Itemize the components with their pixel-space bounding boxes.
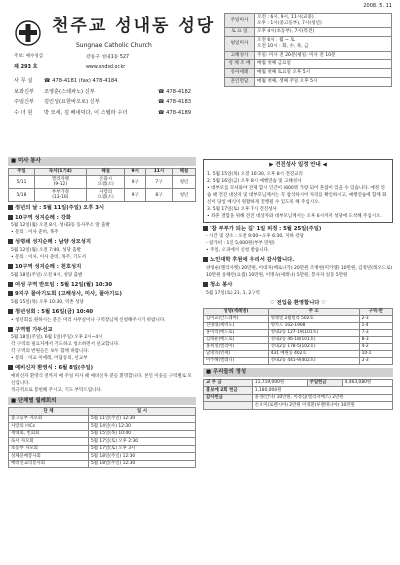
confirmation-notice-box bbox=[203, 159, 393, 223]
offerings-heading: ■ 우리들의 정성 bbox=[203, 368, 393, 377]
mass-service-table bbox=[8, 168, 196, 203]
clergy-row bbox=[14, 87, 220, 98]
offerings-table bbox=[203, 379, 393, 410]
schedule-row bbox=[225, 14, 392, 28]
meeting-row bbox=[9, 415, 196, 423]
newcomer-cell: 2-3 bbox=[359, 357, 392, 364]
newcomer-cell: 김미교(안드레아) bbox=[204, 316, 269, 323]
notice-bullet-icon bbox=[8, 282, 13, 287]
notice-line: 5월 18일(주일) 오전 9시, 성당 출발 bbox=[11, 272, 83, 278]
clergy-tel: ☎ 478-4183 bbox=[158, 99, 192, 105]
confirmation-line: 2. 5월 16일(금) 오후 8시 예행연습 및 고해성사 bbox=[207, 178, 302, 184]
schedule-value: 오전 : 6시, 9시, 11시(교중) 오후 : 1시(중고등부), 7시(청년) bbox=[255, 14, 392, 28]
meeting-cell: 재대회, 빈회회 bbox=[9, 430, 89, 438]
meeting-cell: 5월 14일(수) 12:30 bbox=[89, 423, 196, 431]
schedule-row bbox=[225, 37, 392, 51]
newcomer-cell: 홍미의(베드로) bbox=[204, 330, 269, 337]
newcomer-row bbox=[204, 343, 393, 350]
meeting-row bbox=[9, 460, 196, 468]
schedule-row bbox=[225, 69, 392, 78]
offering-label: 감사헌금 bbox=[204, 394, 253, 402]
meeting-row bbox=[9, 438, 196, 446]
newcomer-cell: 2-3 bbox=[359, 316, 392, 323]
clergy-row bbox=[14, 97, 220, 108]
notice-bullet-icon bbox=[203, 226, 208, 231]
mass-cell: 청년 bbox=[172, 176, 195, 189]
meeting-header: 일 시 bbox=[89, 408, 196, 416]
newcomer-cell: 남명의(빈세) bbox=[204, 350, 269, 357]
clergy-contacts bbox=[14, 76, 220, 118]
schedule-key: 유아세례 bbox=[225, 69, 255, 78]
newcomer-header: 구역-반 bbox=[359, 309, 392, 316]
notice-title: 청소 봉사 bbox=[210, 281, 233, 288]
clergy-tel: ☎ 478-4182 bbox=[158, 88, 192, 95]
right-column bbox=[203, 157, 393, 410]
notice-bullet-icon bbox=[8, 264, 13, 269]
issue-date: 2008. 5. 11 bbox=[363, 3, 392, 9]
meeting-row bbox=[9, 423, 196, 431]
newcomer-cell: 4-2 bbox=[359, 343, 392, 350]
patron-label: 주보: 예수성심 bbox=[14, 54, 44, 59]
notice-heading bbox=[8, 205, 196, 212]
newcomers-heading: ♡ 전입을 환영합니다 ♡ bbox=[270, 299, 326, 306]
notice-line: 예비신자 환영식 전까지 매 주일 미사 때 예비신자 분들 환영합니다. 본인 이웃들 구역별로 모신입니다. bbox=[11, 373, 192, 386]
mass-cell: 9구 bbox=[125, 176, 146, 189]
offering-label bbox=[204, 402, 253, 410]
mass-cell: 8구 bbox=[146, 189, 173, 202]
schedule-value: 매월 첫째 토요일 오후 5시 bbox=[255, 69, 392, 78]
offering-value: 윤경(안나) 10만원, 이경심(엘리자베스) 2만원 bbox=[252, 394, 392, 402]
notice-item bbox=[8, 291, 196, 306]
notice-title: 10구역 성지순례 : 강화 bbox=[15, 214, 71, 221]
newcomer-cell: 10-1 bbox=[359, 350, 392, 357]
notice-title: 여성 구역 반모임 : 5월 12일(월) 10:30 bbox=[15, 281, 113, 288]
meeting-cell: 5월 11일(주일) 12:30 bbox=[89, 415, 196, 423]
notice-line: 양성순(엘리사벳) 20만원, 이대자(베로니카) 20만원 조병현(미카엘) 10만원, 김정빈(레오드로) 10만원 송해런(요셉) 10만원, 이명숙(세레나) 5만원, 봉사자 일동 5만원 bbox=[206, 265, 393, 278]
offering-row bbox=[204, 387, 393, 395]
newcomer-cell: 성내2동 46-18(101호) bbox=[268, 337, 359, 344]
clergy-role: 수 녀 원 bbox=[14, 109, 33, 116]
offering-cell: 11,719,000원 bbox=[252, 379, 307, 387]
notice-line: - 참가비 : 1인 5,000원(부부 만원) bbox=[206, 241, 275, 247]
notice-heading bbox=[8, 282, 196, 289]
office-label: 사 무 실 bbox=[14, 78, 33, 84]
newcomer-cell: 명카드 102-1908 bbox=[268, 323, 359, 330]
notice-item bbox=[8, 215, 196, 237]
meeting-cell: 5월 17일(토) 오후 3시 bbox=[89, 445, 196, 453]
mass-row bbox=[9, 176, 196, 189]
confirmation-line: 3. 5월 17일(토) 오후 7시 견진성사 bbox=[207, 206, 277, 212]
newcomer-cell: 명레빌 2월빌라 502호 bbox=[268, 316, 359, 323]
notice-heading bbox=[8, 291, 196, 298]
notice-item bbox=[8, 327, 196, 363]
confirmation-line: • 대부모를 모셔와야 견제 합시 인간이 (600명 가량 되어 혼잡이 있을 수 있습니다. 예정 연습 때 견진 대상자 및 대부모님께서는 꼭 참석하시어 자리를 확인하시고, 예행연습에 함께 화신이 당일 예식이 원활하게 진행될 수 있도록 해 주십시오. bbox=[207, 185, 387, 205]
newcomer-cell: 성내2동 441-9(402호) bbox=[268, 357, 359, 364]
schedule-key: 혼인면담 bbox=[225, 77, 255, 86]
newcomers-table bbox=[203, 308, 393, 365]
schedule-row bbox=[225, 28, 392, 37]
notice-item bbox=[8, 264, 196, 279]
newcomer-cell: 홍희정(엘리아) bbox=[204, 343, 269, 350]
schedule-value: 매월 첫째 금요일 bbox=[255, 60, 392, 69]
newcomer-row bbox=[204, 350, 393, 357]
mass-cell: 손화시 요셉(소) bbox=[86, 176, 125, 189]
notice-item bbox=[8, 282, 196, 289]
notice-heading bbox=[8, 215, 196, 222]
mass-header: 해설 bbox=[86, 168, 125, 176]
notice-item bbox=[8, 205, 196, 212]
notice-item bbox=[8, 365, 196, 394]
group-meetings-heading: ■ 단체별 월례회의 bbox=[8, 397, 196, 406]
schedule-row bbox=[225, 51, 392, 60]
notice-line: • 청년회를 원하시는 분은 미리 사무실이나 구역장님께 신청해주시기 바랍니다. bbox=[11, 317, 166, 323]
newcomer-row bbox=[204, 323, 393, 330]
meeting-header: 단 체 bbox=[9, 408, 89, 416]
mass-header: 9시 bbox=[125, 168, 146, 176]
schedule-value: 오전 6시 : 월 ~ 토 오전 10시 : 화, 수, 목, 금 bbox=[255, 37, 392, 51]
schedule-row bbox=[225, 77, 392, 86]
notice-line: • 문의 : 이사, 이사 준비, 목주, 기도서 bbox=[11, 255, 86, 261]
schedule-value: 주일: 미사 전 20분(평일: 미사 전 10분 bbox=[255, 51, 392, 60]
mass-header: 독서(1기4) bbox=[34, 168, 86, 176]
notice-line: 5월 12일(월) 오전 8시, 성내3동 동사무소 앞 출발 bbox=[11, 223, 110, 229]
bulletin-header bbox=[10, 10, 222, 128]
meeting-cell: 독서 자모회 bbox=[9, 438, 89, 446]
mass-cell: 9구 bbox=[125, 189, 146, 202]
notice-title: 청년성회 : 5월 16일(금) 10:40 bbox=[15, 308, 94, 315]
schedule-value: 매월 첫째, 셋째 주일 오후 5시 bbox=[255, 77, 392, 86]
notice-item bbox=[203, 257, 393, 279]
notice-line: - 시간 및 장소 : 오전 9:00~오후 6:30, 지하 강당 bbox=[206, 234, 304, 240]
mass-cell: 5/18 bbox=[9, 189, 35, 202]
schedule-key: 고해성사 bbox=[225, 51, 255, 60]
mass-cell: 엘리자벳 (9-12) bbox=[34, 176, 86, 189]
offering-cell: 4,463,080원 bbox=[342, 379, 392, 387]
office-tel: ☎ 478-4181 (fax) 478-4184 bbox=[44, 78, 118, 84]
clergy-tel: ☎ 478-4189 bbox=[158, 109, 192, 116]
notice-heading bbox=[8, 327, 196, 334]
notice-item bbox=[203, 282, 393, 297]
mass-cell: 청년 bbox=[172, 189, 195, 202]
newcomer-cell: 진명래(세비노) bbox=[204, 323, 269, 330]
offering-row bbox=[204, 379, 393, 387]
meeting-row bbox=[9, 453, 196, 461]
mass-cell: 7구 bbox=[146, 176, 173, 189]
newcomer-cell: 이주혜(엘레니) bbox=[204, 357, 269, 364]
newcomer-cell: 성내2동 178-5(102호) bbox=[268, 343, 359, 350]
mass-header: 주일 bbox=[9, 168, 35, 176]
notice-bullet-icon bbox=[8, 327, 13, 332]
left-column bbox=[8, 157, 196, 468]
clergy-name: 조영훈(스테파노) 신부 bbox=[44, 88, 95, 95]
confirmation-line: • 좌혼 결합을 위해 견진 대상자와 대부모님께서는 오후 6시까지 성당에 도착해 주십시오. bbox=[207, 213, 382, 219]
notice-title: 성령쇄 성지순례 : 남양 성모성지 bbox=[15, 239, 92, 246]
notice-bullet-icon bbox=[8, 309, 13, 314]
mass-cell: 사랑의 요셉(소) bbox=[86, 189, 125, 202]
newcomer-cell: 성내2동 127-19(101호) bbox=[268, 330, 359, 337]
notice-line: 5월 18일(주일), 6월 1일(주일) 오후 2시~4시 bbox=[11, 335, 103, 341]
notice-title: '참 부부가 되는 길' 1일 피정 : 5월 25일(주일) bbox=[210, 225, 322, 232]
meeting-cell: 사랑의 ㈎Cs bbox=[9, 423, 89, 431]
meeting-cell: 5월 18일(주일) 12:30 bbox=[89, 453, 196, 461]
meeting-cell: 성체분배봉사회 bbox=[9, 453, 89, 461]
meeting-row bbox=[9, 445, 196, 453]
notice-heading bbox=[203, 226, 393, 233]
group-meetings-table bbox=[8, 407, 196, 468]
confirmation-title: ▶ 견진성사 일정 안내 ◀ bbox=[269, 162, 327, 168]
notice-bullet-icon bbox=[203, 282, 208, 287]
schedule-key: 성 체 조 배 bbox=[225, 60, 255, 69]
mass-header: 11시 bbox=[146, 168, 173, 176]
meeting-row bbox=[9, 430, 196, 438]
clergy-row bbox=[14, 108, 220, 119]
notice-item bbox=[8, 239, 196, 261]
newcomer-row bbox=[204, 337, 393, 344]
newcomer-cell: 1-4 bbox=[359, 323, 392, 330]
notice-line: 각 구역의 필요자께서 기도하고 청소하면서 선교합니다. bbox=[11, 342, 120, 348]
notice-line: • 주일, 오피에서 신청 받습니다. bbox=[206, 248, 270, 254]
notice-bullet-icon bbox=[8, 365, 13, 370]
notice-heading bbox=[8, 239, 196, 246]
church-cross-logo-icon bbox=[14, 20, 42, 46]
notice-line: 5월 12일(월) 오전 7:40, 성당 출발 bbox=[11, 248, 81, 254]
issue-number: 제 293 호 bbox=[14, 64, 38, 70]
clergy-role: 주임신부 bbox=[14, 99, 35, 105]
notice-bullet-icon bbox=[8, 291, 13, 296]
meeting-cell: 예비신교리봉사회 bbox=[9, 460, 89, 468]
notice-line: 각 구역의 반원들은 보두 함께 바랍니다. bbox=[11, 349, 90, 355]
schedule-key: 토 요 일 bbox=[225, 28, 255, 37]
newcomer-cell: 김래운(베드로) bbox=[204, 337, 269, 344]
notice-title: 정년의 날 : 5월 11일(주일) 오후 3시 bbox=[15, 205, 105, 212]
meeting-cell: 중고등부 자모회 bbox=[9, 415, 89, 423]
confirmation-line: 1. 5월 15일(목) 오전 10:30, 오후 8시 견진교리 bbox=[207, 171, 303, 177]
notice-title: 노인대학 후원에 우리서 감사합니다. bbox=[210, 257, 295, 264]
notice-heading bbox=[8, 365, 196, 372]
notice-item bbox=[203, 226, 393, 255]
meeting-cell: 초등부 자모회 bbox=[9, 445, 89, 453]
mass-cell: 5/11 bbox=[9, 176, 35, 189]
notice-heading bbox=[203, 257, 393, 264]
newcomer-cell: 8-3 bbox=[359, 337, 392, 344]
mass-service-heading: ■ 미사 봉사 bbox=[8, 157, 196, 166]
notice-bullet-icon bbox=[8, 215, 13, 220]
mass-schedule-table bbox=[224, 13, 392, 87]
notice-bullet-icon bbox=[203, 257, 208, 262]
offering-row bbox=[204, 394, 393, 402]
church-title: 천주교 성내동 성당 bbox=[52, 16, 216, 36]
clergy-name: 박 모세, 김 베네딕다, 이 스텔라 수녀 bbox=[44, 109, 128, 116]
newcomer-cell: 7-3 bbox=[359, 330, 392, 337]
notice-line: 5월 17일(토) 21, 1, 2구역 bbox=[206, 290, 260, 296]
offering-cell: 교 무 금 bbox=[204, 379, 253, 387]
newcomer-row bbox=[204, 357, 393, 364]
notice-bullet-icon bbox=[8, 205, 13, 210]
offering-cell: 주일헌금 bbox=[307, 379, 342, 387]
meeting-cell: 5월 17일(토) 오후 2:30 bbox=[89, 438, 196, 446]
newcomer-row bbox=[204, 330, 393, 337]
notice-heading bbox=[8, 264, 196, 271]
mass-header: 해설 bbox=[172, 168, 195, 176]
offering-value: 손오미(로렌시아) 2만원 이경환(루멜테니아) 10만원 bbox=[252, 402, 392, 410]
meeting-cell: 5월 15일(목) 10:40 bbox=[89, 430, 196, 438]
mass-cell: 부부가정 (13-16) bbox=[34, 189, 86, 202]
schedule-key: 주일미사 bbox=[225, 14, 255, 28]
notice-heading bbox=[8, 309, 196, 316]
notice-heading bbox=[203, 282, 393, 289]
office-row bbox=[14, 76, 220, 87]
newcomer-cell: 431 예원동 402호 bbox=[268, 350, 359, 357]
offering-value: 1,180,000원 bbox=[252, 387, 392, 395]
offering-label: 홍보에 2회 헌금 bbox=[204, 387, 253, 395]
clergy-name: 김인성(요한바오로) 신부 bbox=[44, 99, 100, 105]
church-address: 강동구 성내1동 527 bbox=[86, 55, 130, 60]
notice-line: 5월 15일(목) 오후 10:30, 역촌 성당 bbox=[11, 299, 84, 305]
mass-row bbox=[9, 189, 196, 202]
church-subtitle: Sungnae Catholic Church bbox=[76, 42, 152, 49]
notice-title: 9지구 꼴아기도회 (고해성사, 미사, 꼴아기도) bbox=[15, 291, 122, 298]
website-link[interactable]: www.sndsd.or.kr bbox=[86, 65, 126, 70]
notice-line: • 문의 : 이사 준비, 목주 bbox=[11, 230, 59, 236]
newcomer-header: 성명(세례명) bbox=[204, 309, 269, 316]
schedule-key: 평일미사 bbox=[225, 37, 255, 51]
meeting-cell: 5월 18일(주일) 12:30 bbox=[89, 460, 196, 468]
offering-row bbox=[204, 402, 393, 410]
notice-title: 예비신자 환영식 : 6월 8일(주일) bbox=[15, 365, 93, 372]
notice-line: 적극적으로 봉헌해 주시고, 기도 부탁드립니다. bbox=[11, 387, 103, 393]
clergy-role: 보좌신부 bbox=[14, 88, 35, 95]
schedule-value: 오후 4시(초등부), 7시(특전) bbox=[255, 28, 392, 37]
schedule-row bbox=[225, 60, 392, 69]
newcomer-header: 주 소 bbox=[268, 309, 359, 316]
notice-item bbox=[8, 309, 196, 324]
notice-title: 10구역 성지순례 : 천호성지 bbox=[15, 264, 82, 271]
notice-bullet-icon bbox=[8, 239, 13, 244]
newcomer-row bbox=[204, 316, 393, 323]
notice-line: • 문의 : 이교 이에레, 어답동의, 선교부 bbox=[11, 356, 88, 362]
notice-title: 구역별 가두선교 bbox=[15, 326, 53, 333]
